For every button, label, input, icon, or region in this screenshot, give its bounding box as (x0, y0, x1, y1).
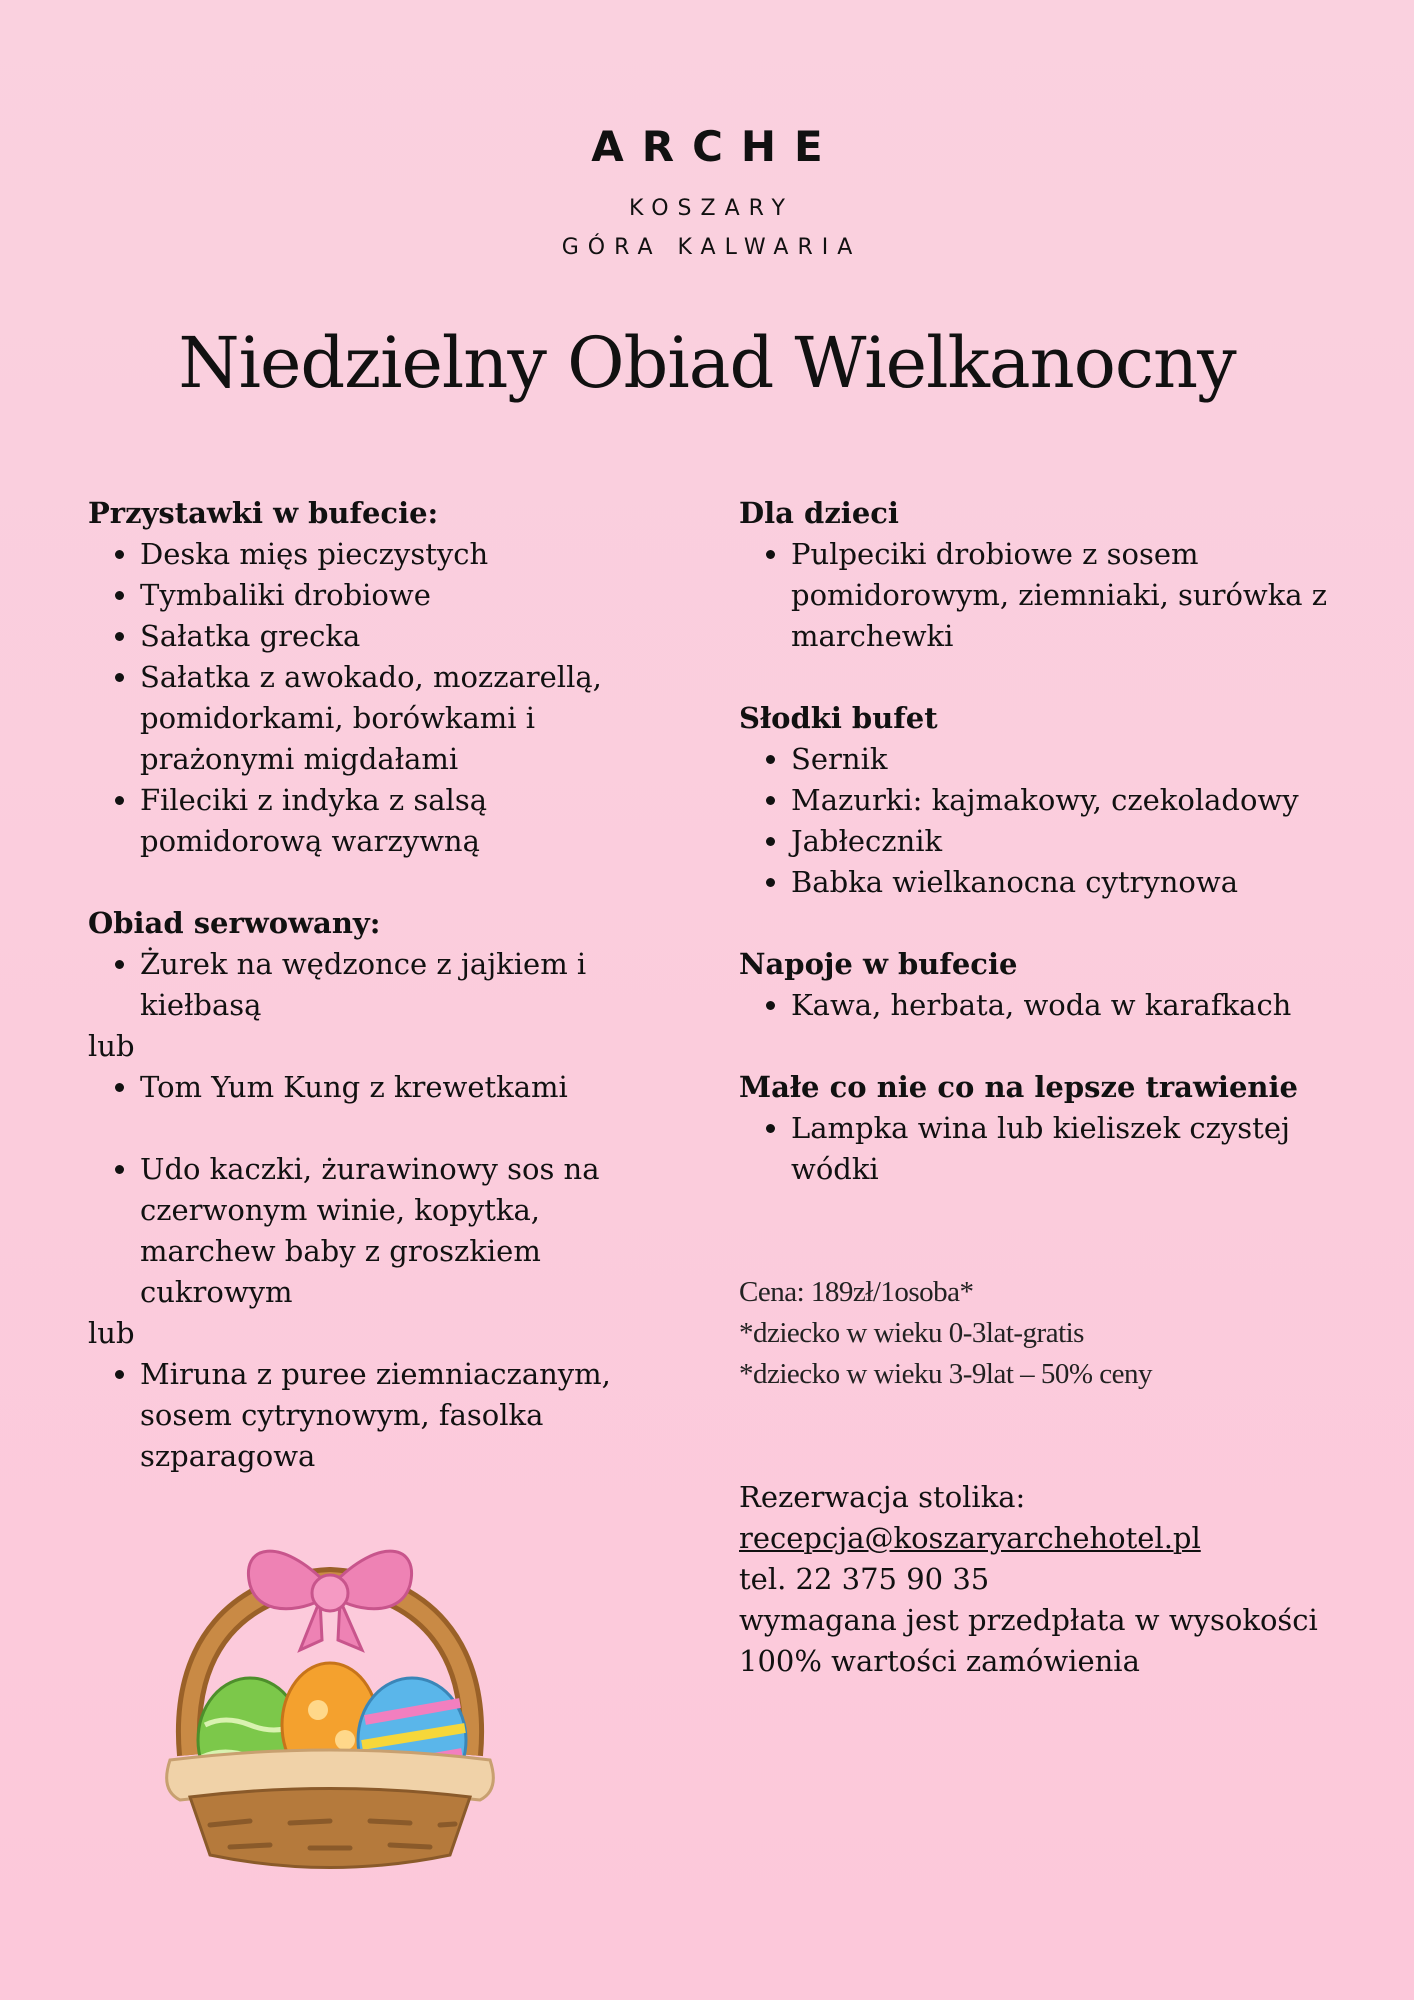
digest-list (739, 1108, 1339, 1190)
kids-list (739, 534, 1339, 657)
served-list-1 (88, 944, 648, 1026)
list-item: • Sałatka z awokado, mozzarellą, pomidorkami, borówkami i prażonymi migdałami (140, 657, 648, 780)
brand-subtitle-location: GÓRA KALWARIA (561, 235, 862, 260)
list-item: • Tymbaliki drobiowe (140, 575, 648, 616)
drinks-list (739, 985, 1339, 1026)
brand-subtitle-koszary: KOSZARY (629, 196, 794, 221)
right-column (739, 493, 1339, 1682)
left-column (88, 493, 648, 1477)
list-item: • Tom Yum Kung z krewetkami (140, 1067, 648, 1108)
reservation-phone: tel. 22 375 90 35 (739, 1562, 990, 1596)
sweet-list (739, 739, 1339, 903)
list-item: • Deska mięs pieczystych (140, 534, 648, 575)
drinks-heading: Napoje w bufecie (739, 947, 1018, 981)
list-item: • Jabłecznik (791, 821, 1339, 862)
list-item: • Fileciki z indyka z salsą pomidorową warzywną (140, 780, 648, 862)
digest-heading: Małe co nie co na lepsze trawienie (739, 1070, 1298, 1104)
list-item: • Żurek na wędzonce z jajkiem i kiełbasą (140, 944, 648, 1026)
list-item: • Sałatka grecka (140, 616, 648, 657)
list-item: • Udo kaczki, żurawinowy sos na czerwonym winie, kopytka, marchew baby z groszkiem cukrowym (140, 1149, 648, 1313)
list-item: • Lampka wina lub kieliszek czystej wódki (791, 1108, 1339, 1190)
starters-heading: Przystawki w bufecie: (88, 496, 439, 530)
list-item: • Babka wielkanocna cytrynowa (791, 862, 1339, 903)
served-list-4 (88, 1354, 648, 1477)
list-item: • Mazurki: kajmakowy, czekoladowy (791, 780, 1339, 821)
served-heading: Obiad serwowany: (88, 906, 381, 940)
price-note-child: *dziecko w wieku 3-9lat – 50% ceny (739, 1358, 1153, 1390)
list-item: • Pulpeciki drobiowe z sosem pomidorowym, ziemniaki, surówka z marchewki (791, 534, 1339, 657)
list-item: • Kawa, herbata, woda w karafkach (791, 985, 1339, 1026)
reservation-email-link[interactable]: recepcja@koszaryarchehotel.pl (739, 1521, 1201, 1555)
price-line: Cena: 189zł/1osoba* (739, 1276, 974, 1308)
or-label: lub (88, 1029, 135, 1063)
sweet-heading: Słodki bufet (739, 701, 938, 735)
list-item: • Miruna z puree ziemniaczanym, sosem cytrynowym, fasolka szparagowa (140, 1354, 648, 1477)
reservation-note: wymagana jest przedpłata w wysokości 100% wartości zamówienia (739, 1603, 1318, 1678)
page-title: Niedzielny Obiad Wielkanocny (178, 322, 1236, 404)
reservation-label: Rezerwacja stolika: (739, 1480, 1026, 1514)
or-label: lub (88, 1316, 135, 1350)
kids-heading: Dla dzieci (739, 496, 899, 530)
easter-basket-icon (150, 1525, 510, 1885)
starters-list (88, 534, 648, 862)
price-note-toddler: *dziecko w wieku 0-3lat-gratis (739, 1317, 1084, 1349)
brand-logo: ARCHE (591, 122, 841, 171)
served-list-3 (88, 1149, 648, 1313)
list-item: • Sernik (791, 739, 1339, 780)
served-list-2 (88, 1067, 648, 1108)
